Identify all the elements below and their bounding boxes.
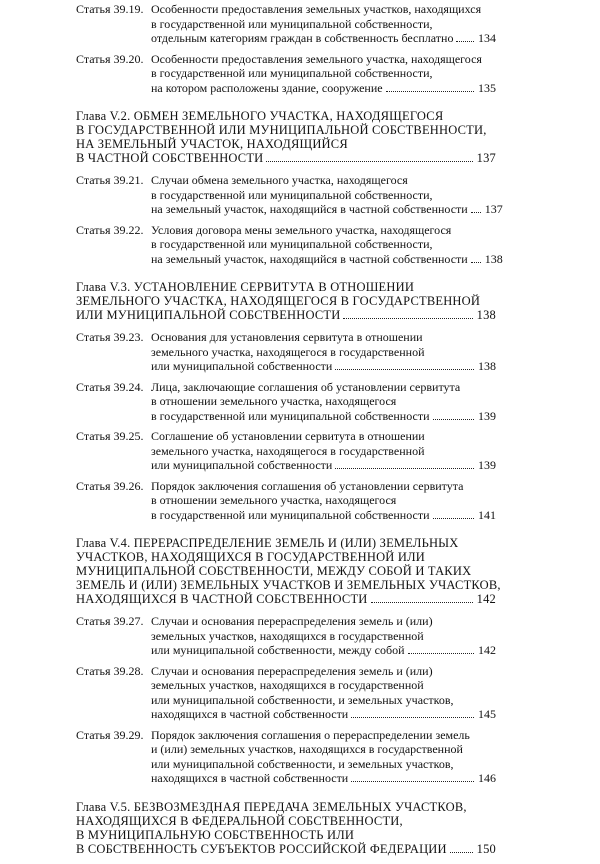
article-number: Статья 39.29. xyxy=(76,727,144,742)
entry-title-line: в государственной или муниципальной собственности xyxy=(151,408,430,423)
dot-leader xyxy=(386,91,474,92)
toc-entry-39-28[interactable] xyxy=(76,664,496,722)
page-number: 150 xyxy=(476,841,496,856)
entry-title-line: Лица, заключающие соглашения об установлении сервитута xyxy=(151,379,461,394)
dot-leader xyxy=(266,161,472,162)
article-number: Статья 39.28. xyxy=(76,663,144,678)
article-number: Статья 39.19. xyxy=(76,2,144,16)
toc-entry-39-26[interactable] xyxy=(76,479,496,523)
entry-title-line: находящихся в частной собственности xyxy=(151,771,349,785)
chapter-title-line: Глава V.2. ОБМЕН ЗЕМЕЛЬНОГО УЧАСТКА, НАХОДЯЩЕГОСЯ xyxy=(76,109,444,123)
entry-title-line: отдельным категориям граждан в собственность бесплатно xyxy=(151,31,454,45)
dot-leader xyxy=(450,852,473,853)
entry-title-line: в отношении земельного участка, находящегося xyxy=(151,493,397,507)
entry-title-line: земельных участков, находящихся в государственной xyxy=(151,628,424,643)
page-number: 135 xyxy=(478,80,496,95)
chapter-title-line: НАХОДЯЩИХСЯ В ЧАСТНОЙ СОБСТВЕННОСТИ xyxy=(76,592,368,606)
entry-title-line: или муниципальной собственности, и земельных участков, xyxy=(151,692,454,707)
entry-title-line: Порядок заключения соглашения о перераспределении земель xyxy=(151,727,470,742)
entry-title-line: на земельный участок, находящийся в частной собственности xyxy=(151,251,468,266)
toc-entry-39-20[interactable] xyxy=(76,52,496,96)
chapter-title-line: Глава V.4. ПЕРЕРАСПРЕДЕЛЕНИЕ ЗЕМЕЛЬ И (ИЛИ) ЗЕМЕЛЬНЫХ xyxy=(76,536,459,550)
table-of-contents xyxy=(76,2,503,864)
toc-entry-39-19[interactable] xyxy=(76,2,496,46)
chapter-title-line: ЗЕМЕЛЬНОГО УЧАСТКА, НАХОДЯЩЕГОСЯ В ГОСУДАРСТВЕННОЙ xyxy=(76,294,481,308)
entry-title-line: в государственной или муниципальной собственности, xyxy=(151,16,433,31)
entry-title-line: в государственной или муниципальной собственности, xyxy=(151,66,433,80)
toc-entry-39-22[interactable] xyxy=(76,222,503,267)
toc-chapter-v3[interactable] xyxy=(76,280,496,322)
page-number: 137 xyxy=(484,202,503,216)
chapter-title-line: ЗЕМЕЛЬ И (ИЛИ) ЗЕМЕЛЬНЫХ УЧАСТКОВ И ЗЕМЕЛЬНЫХ УЧАСТКОВ, xyxy=(76,578,501,592)
entry-title-line: в государственной или муниципальной собственности, xyxy=(151,187,433,202)
toc-chapter-v4[interactable] xyxy=(76,536,501,606)
dot-leader xyxy=(351,717,474,718)
entry-title-line: или муниципальной собственности xyxy=(151,458,333,472)
entry-title-line: Случаи и основания перераспределения земель и (или) xyxy=(151,663,433,678)
page-number: 134 xyxy=(478,31,496,45)
entry-title-line: земельных участков, находящихся в государственной xyxy=(151,678,424,692)
article-number: Статья 39.22. xyxy=(76,222,144,237)
entry-title-line: Порядок заключения соглашения об установлении сервитута xyxy=(151,478,464,493)
page-number: 145 xyxy=(478,707,496,721)
dot-leader xyxy=(433,518,474,519)
chapter-title-line: Глава V.3. УСТАНОВЛЕНИЕ СЕРВИТУТА В ОТНОШЕНИИ xyxy=(76,280,415,294)
entry-title-line: в государственной или муниципальной собственности, xyxy=(151,237,433,251)
entry-title-line: или муниципальной собственности, и земельных участков, xyxy=(151,756,454,771)
entry-title-line: на котором расположены здание, сооружение xyxy=(151,80,383,95)
entry-title-line: или муниципальной собственности, между собой xyxy=(151,643,405,657)
article-number: Статья 39.21. xyxy=(76,173,144,187)
entry-title-line: и (или) земельных участков, находящихся в государственной xyxy=(151,742,463,756)
entry-title-line: Особенности предоставления земельного участка, находящегося xyxy=(151,51,482,66)
dot-leader xyxy=(471,262,481,263)
page-number: 142 xyxy=(476,592,496,606)
page-number: 142 xyxy=(478,643,496,657)
dot-leader xyxy=(371,602,473,603)
toc-chapter-v5[interactable] xyxy=(76,800,496,856)
chapter-title-line: В ЧАСТНОЙ СОБСТВЕННОСТИ xyxy=(76,151,264,165)
entry-title-line: Основания для установления сервитута в отношении xyxy=(151,330,423,344)
article-number: Статья 39.20. xyxy=(76,51,144,66)
chapter-title-line: МУНИЦИПАЛЬНОЙ СОБСТВЕННОСТИ, МЕЖДУ СОБОЙ И ТАКИХ xyxy=(76,564,472,578)
page-number: 139 xyxy=(478,408,496,423)
dot-leader xyxy=(351,781,474,782)
page-number: 138 xyxy=(484,251,503,266)
toc-entry-39-24[interactable] xyxy=(76,380,496,424)
dot-leader xyxy=(408,653,475,654)
chapter-title-line: УЧАСТКОВ, НАХОДЯЩИХСЯ В ГОСУДАРСТВЕННОЙ ИЛИ xyxy=(76,550,425,564)
page-number: 138 xyxy=(478,359,496,373)
entry-title-line: Особенности предоставления земельных участков, находящихся xyxy=(151,2,482,16)
article-number: Статья 39.27. xyxy=(76,614,144,628)
article-number: Статья 39.26. xyxy=(76,478,144,493)
toc-entry-39-25[interactable] xyxy=(76,429,496,473)
entry-title-line: Условия договора мены земельного участка, находящегося xyxy=(151,222,452,237)
toc-entry-39-23[interactable] xyxy=(76,330,496,374)
toc-entry-39-29[interactable] xyxy=(76,728,496,786)
toc-entry-39-27[interactable] xyxy=(76,614,496,658)
article-number: Статья 39.24. xyxy=(76,379,144,394)
chapter-title-line: Глава V.5. БЕЗВОЗМЕЗДНАЯ ПЕРЕДАЧА ЗЕМЕЛЬНЫХ УЧАСТКОВ, xyxy=(76,799,467,814)
entry-title-line: в отношении земельного участка, находящегося xyxy=(151,394,397,408)
entry-title-line: на земельный участок, находящийся в частной собственности xyxy=(151,202,468,216)
entry-title-line: Соглашение об установлении сервитута в отношении xyxy=(151,429,425,443)
page-number: 141 xyxy=(478,507,496,522)
article-number: Статья 39.25. xyxy=(76,429,144,443)
entry-title-line: Случаи и основания перераспределения земель и (или) xyxy=(151,614,433,628)
entry-title-line: находящихся в частной собственности xyxy=(151,707,349,721)
page-number: 137 xyxy=(476,151,496,165)
article-number: Статья 39.23. xyxy=(76,330,144,344)
dot-leader xyxy=(433,419,474,420)
entry-title-line: или муниципальной собственности xyxy=(151,359,333,373)
entry-title-line: земельного участка, находящегося в государственной xyxy=(151,344,425,359)
toc-entry-39-21[interactable] xyxy=(76,173,503,217)
toc-chapter-v2[interactable] xyxy=(76,109,496,165)
chapter-title-line: ИЛИ МУНИЦИПАЛЬНОЙ СОБСТВЕННОСТИ xyxy=(76,308,341,322)
entry-title-line: Случаи обмена земельного участка, находящегося xyxy=(151,173,408,187)
chapter-title-line: НАХОДЯЩИХСЯ В ФЕДЕРАЛЬНОЙ СОБСТВЕННОСТИ, xyxy=(76,813,403,828)
page-number: 146 xyxy=(478,771,496,785)
chapter-title-line: В ГОСУДАРСТВЕННОЙ ИЛИ МУНИЦИПАЛЬНОЙ СОБСТВЕННОСТИ, xyxy=(76,123,487,137)
dot-leader xyxy=(471,212,481,213)
page-number: 139 xyxy=(478,458,496,472)
page-number: 138 xyxy=(476,308,496,322)
dot-leader xyxy=(343,318,472,319)
entry-title-line: в государственной или муниципальной собственности xyxy=(151,507,430,522)
dot-leader xyxy=(456,41,474,42)
chapter-title-line: В МУНИЦИПАЛЬНУЮ СОБСТВЕННОСТЬ ИЛИ xyxy=(76,827,355,842)
chapter-title-line: НА ЗЕМЕЛЬНЫЙ УЧАСТОК, НАХОДЯЩИЙСЯ xyxy=(76,137,348,151)
chapter-title-line: В СОБСТВЕННОСТЬ СУБЪЕКТОВ РОССИЙСКОЙ ФЕДЕРАЦИИ xyxy=(76,841,447,856)
entry-title-line: земельного участка, находящегося в государственной xyxy=(151,443,425,458)
dot-leader xyxy=(335,369,474,370)
dot-leader xyxy=(335,468,474,469)
